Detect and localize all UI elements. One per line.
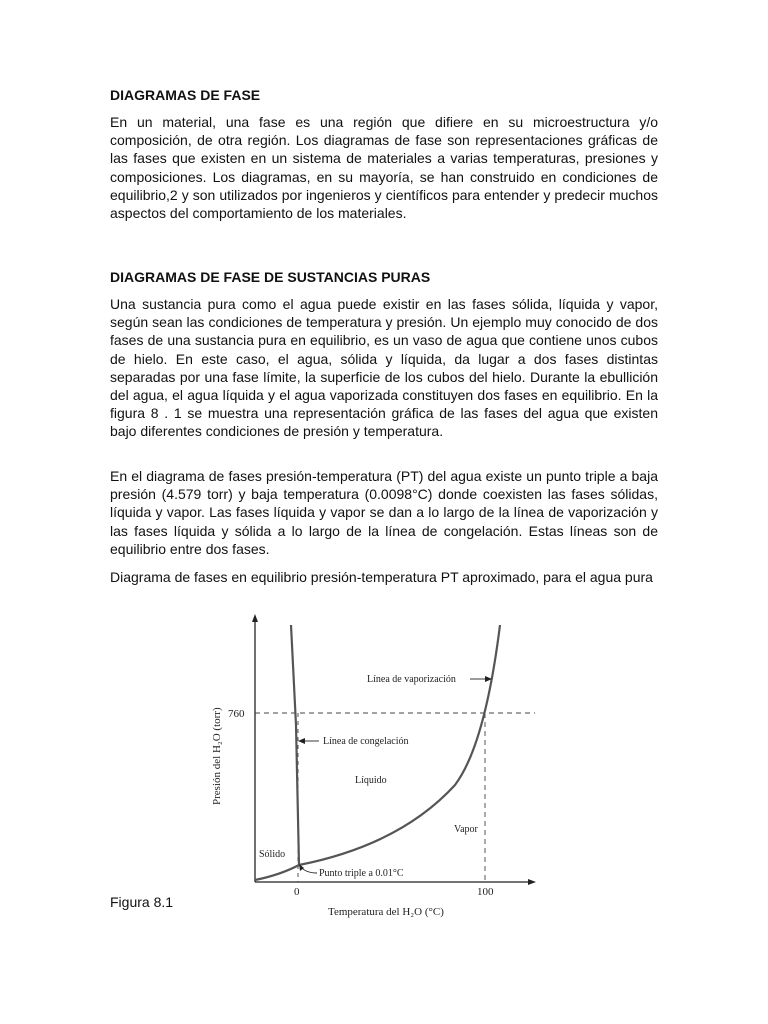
annotation-vaporizacion: Línea de vaporización xyxy=(367,674,456,685)
y-axis-arrow-icon xyxy=(252,614,258,622)
section-heading-sustancias-puras: DIAGRAMAS DE FASE DE SUSTANCIAS PURAS xyxy=(110,269,431,285)
annotation-punto-triple: Punto triple a 0.01°C xyxy=(319,868,404,879)
x-axis-arrow-icon xyxy=(528,879,536,885)
phase-diagram-figure xyxy=(200,605,550,920)
paragraph-definition: En un material, una fase es una región que difiere en su microestructura y/o composición, de otra región. Los diagramas de fase son representaciones gráficas de las fases que existen en un sistema de materiales a varias temperaturas, presiones y composiciones. Los diagramas, en su mayoría, se han construido en condiciones de equilibrio,2 y son utilizados por ingenieros y científicos para entender y predecir muchos aspectos del comportamiento de los materiales. xyxy=(110,114,658,222)
x-tick-100: 100 xyxy=(477,886,494,898)
x-tick-0: 0 xyxy=(294,886,300,898)
paragraph-figure-intro: Diagrama de fases en equilibrio presión-temperatura PT aproximado, para el agua pura xyxy=(110,569,653,585)
x-axis-label: Temperatura del H₂O (°C) xyxy=(328,906,444,918)
y-axis-label: Presión del H₂O (torr) xyxy=(211,707,223,805)
region-label-solido: Sólido xyxy=(259,849,286,860)
y-tick-760: 760 xyxy=(228,708,245,720)
annotation-congelacion-arrow-icon xyxy=(298,738,305,744)
series-sublimation-line xyxy=(255,865,299,880)
annotation-congelacion: Línea de congelación xyxy=(323,736,409,747)
paragraph-diagrama-pt: En el diagrama de fases presión-temperatura (PT) del agua existe un punto triple a baja presión (4.579 torr) y baja temperatura (0.0098°C) donde coexisten las fases sólidas, líquida y vapor. Las fases líquida y vapor se dan a lo largo de la línea de vaporización y las fases líquida y sólida a lo largo de la línea de congelación. Estas líneas son de equilibrio entre dos fases. xyxy=(110,468,658,557)
region-label-liquido: Líquido xyxy=(355,775,387,786)
section-heading-diagramas-de-fase: DIAGRAMAS DE FASE xyxy=(110,87,261,103)
paragraph-sustancia-pura: Una sustancia pura como el agua puede existir en las fases sólida, líquida y vapor, según sean las condiciones de temperatura y presión. Un ejemplo muy conocido de dos fases de una sustancia pura en equilibrio, es un vaso de agua que contiene unos cubos de hielo. En este caso, el agua, sólida y líquida, da lugar a dos fases distintas separadas por una fase límite, la superficie de los cubos del hielo. Durante la ebullición del agua, el agua líquida y el agua vaporizada constituyen dos fases en equilibrio. En la figura 8 . 1 se muestra una representación gráfica de las fases del agua que existen bajo diferentes condiciones de presión y temperatura. xyxy=(110,296,658,440)
phase-diagram-chart xyxy=(200,605,550,920)
region-label-vapor: Vapor xyxy=(454,824,478,835)
figure-caption-label: Figura 8.1 xyxy=(110,894,174,910)
